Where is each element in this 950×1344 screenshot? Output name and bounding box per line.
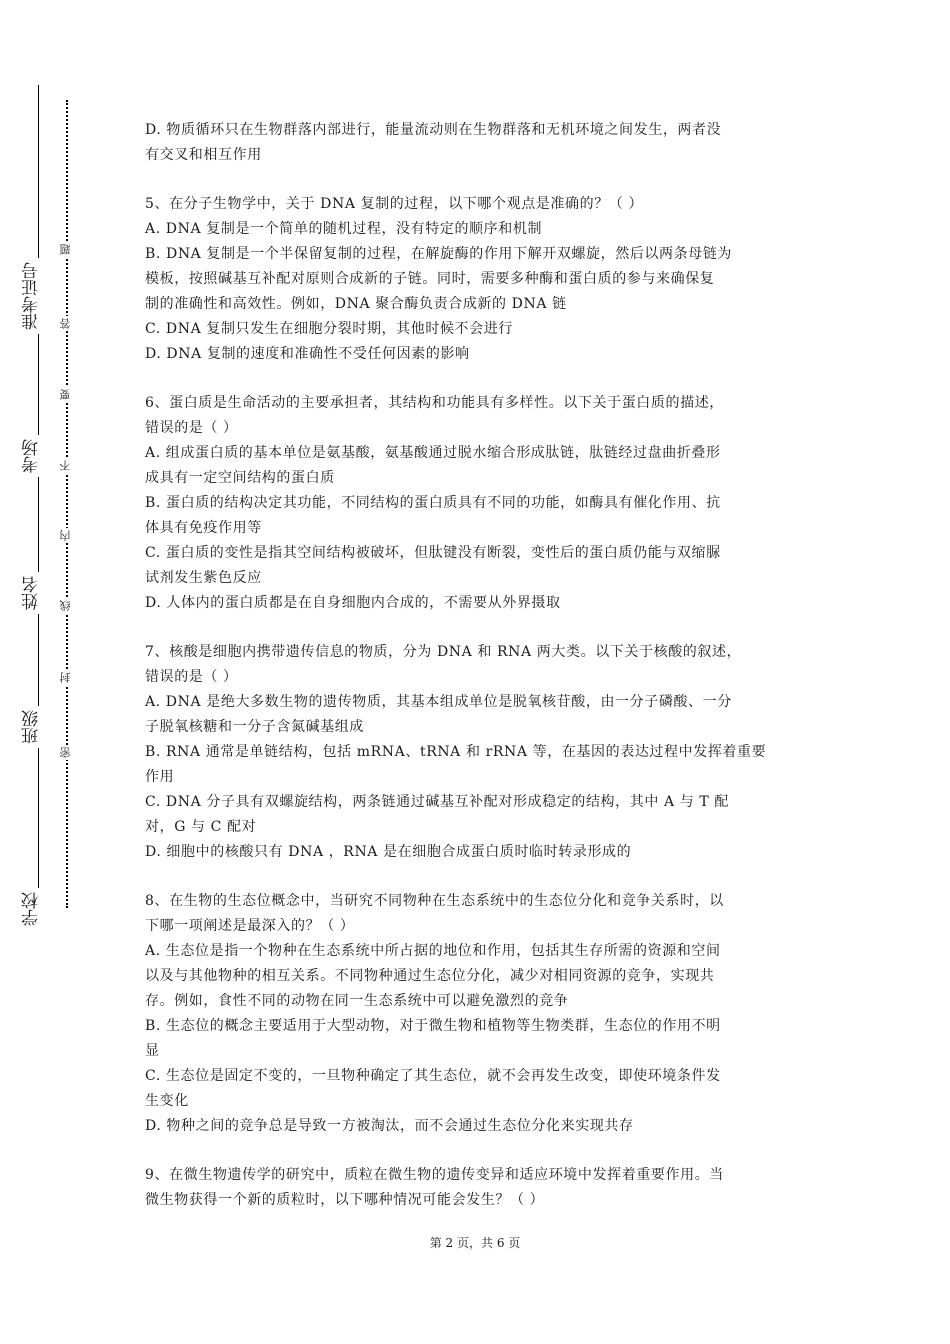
text-line: D. 物质循环只在生物群落内部进行，能量流动则在生物群落和无机环境之间发生，两者没 (145, 122, 722, 138)
question-stem: 8、在生物的生态位概念中，当研究不同物种在生态系统中的生态位分化和竞争关系时，以 (145, 893, 724, 909)
seal-char: 内 (59, 530, 72, 541)
option-c-cont: 试剂发生紫色反应 (145, 570, 262, 586)
option-a: A. DNA 复制是一个简单的随机过程，没有特定的顺序和机制 (145, 221, 543, 237)
question-stem-cont: 微生物获得一个新的质粒时，以下哪种情况可能会发生？（ ） (145, 1192, 545, 1208)
question-7 (145, 640, 810, 865)
option-b: B. 生态位的概念主要适用于大型动物，对于微生物和植物等生物类群，生态位的作用不明 (145, 1018, 721, 1034)
option-c-cont: 生变化 (145, 1093, 189, 1109)
option-a: A. 生态位是指一个物种在生态系统中所占据的地位和作用，包括其生存所需的资源和空间 (145, 943, 721, 959)
margin-dotted-line (66, 100, 68, 908)
option-a-cont: 以及与其他物种的相互关系。不同物种通过生态位分化，减少对相同资源的竞争，实现共 (145, 968, 715, 984)
option-a-cont: 子脱氧核糖和一分子含氮碱基组成 (145, 719, 364, 735)
seal-char: 答 (59, 318, 72, 329)
option-b-cont: 模板，按照碱基互补配对原则合成新的子链。同时，需要多种酶和蛋白质的参与来确保复 (145, 271, 715, 287)
option-b-cont: 作用 (145, 769, 175, 785)
option-c: C. DNA 复制只发生在细胞分裂时期，其他时候不会进行 (145, 321, 513, 337)
question-5 (145, 192, 810, 367)
page-footer: 第 2 页，共 6 页 (429, 1236, 521, 1250)
question-stem: 7、核酸是细胞内携带遗传信息的物质，分为 DNA 和 RNA 两大类。以下关于核酸的叙述， (145, 644, 742, 660)
question-8 (145, 889, 810, 1139)
name-label: 姓名 (22, 572, 42, 614)
option-d: D. DNA 复制的速度和准确性不受任何因素的影响 (145, 346, 470, 362)
option-d: D. 细胞中的核酸只有 DNA ，RNA 是在细胞合成蛋白质时临时转录形成的 (145, 844, 632, 860)
question-stem: 5、在分子生物学中，关于 DNA 复制的过程，以下哪个观点是准确的？（ ） (145, 196, 644, 212)
seal-char: 密 (59, 747, 72, 758)
seal-char: 封 (59, 672, 72, 683)
question-stem-cont: 错误的是（ ） (145, 420, 238, 436)
option-c: C. 生态位是固定不变的，一旦物种确定了其生态位，就不会再发生改变，即使环境条件发 (145, 1068, 721, 1084)
option-a-cont: 存。例如，食性不同的动物在同一生态系统中可以避免激烈的竞争 (145, 993, 569, 1009)
option-d: D. 人体内的蛋白质都是在自身细胞内合成的，不需要从外界摄取 (145, 595, 561, 611)
option-c: C. DNA 分子具有双螺旋结构，两条链通过碱基互补配对形成稳定的结构，其中 A 与 T 配 (145, 794, 729, 810)
question-9 (145, 1163, 810, 1213)
question-stem: 9、在微生物遗传学的研究中，质粒在微生物的遗传变异和适应环境中发挥着重要作用。当 (145, 1167, 724, 1183)
ticket-number-label: 准考证号 (22, 258, 42, 334)
text-line: 有交叉和相互作用 (145, 147, 262, 163)
option-b-cont: 制的准确性和高效性。例如，DNA 聚合酶负责合成新的 DNA 链 (145, 296, 567, 312)
seal-char: 题 (59, 244, 72, 255)
option-b-cont: 显 (145, 1043, 160, 1059)
question-stem: 6、蛋白质是生命活动的主要承担者，其结构和功能具有多样性。以下关于蛋白质的描述， (145, 395, 724, 411)
option-a: A. 组成蛋白质的基本单位是氨基酸，氨基酸通过脱水缩合形成肽链，肽链经过盘曲折叠形 (145, 445, 721, 461)
option-b: B. RNA 通常是单链结构，包括 mRNA、tRNA 和 rRNA 等，在基因的表达过程中发挥着重要 (145, 744, 767, 760)
option-c: C. 蛋白质的变性是指其空间结构被破坏，但肽键没有断裂，变性后的蛋白质仍能与双缩脲 (145, 545, 721, 561)
exam-room-label: 考场 (22, 435, 42, 477)
option-b: B. 蛋白质的结构决定其功能，不同结构的蛋白质具有不同的功能，如酶具有催化作用、抗 (145, 495, 721, 511)
option-a-cont: 成具有一定空间结构的蛋白质 (145, 470, 335, 486)
binding-margin (0, 0, 110, 1344)
option-d: D. 物种之间的竞争总是导致一方被淘汰，而不会通过生态位分化来实现共存 (145, 1118, 634, 1134)
q4-option-d-block (145, 118, 810, 168)
option-b: B. DNA 复制是一个半保留复制的过程，在解旋酶的作用下解开双螺旋，然后以两条母链为 (145, 246, 733, 262)
seal-char: 不 (59, 460, 72, 471)
margin-solid-line (38, 85, 39, 930)
exam-content (145, 118, 810, 1237)
question-stem-cont: 下哪一项阐述是最深入的？（ ） (145, 918, 355, 934)
option-a: A. DNA 是绝大多数生物的遗传物质，其基本组成单位是脱氧核苷酸，由一分子磷酸、一分 (145, 694, 732, 710)
option-b-cont: 体具有免疫作用等 (145, 520, 262, 536)
option-c-cont: 对，G 与 C 配对 (145, 819, 257, 835)
question-stem-cont: 错误的是（ ） (145, 669, 238, 685)
class-label: 班级 (22, 706, 42, 748)
question-6 (145, 391, 810, 616)
seal-char: 要 (59, 389, 72, 400)
seal-char: 线 (59, 600, 72, 611)
school-label: 学校 (22, 888, 42, 930)
